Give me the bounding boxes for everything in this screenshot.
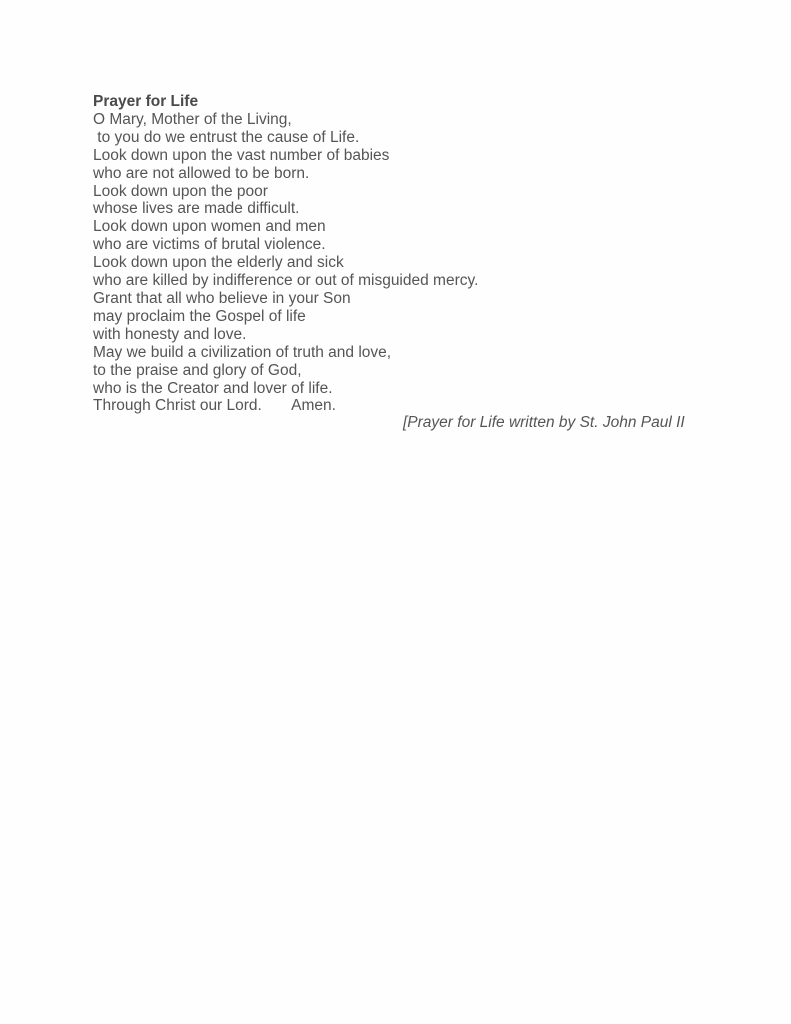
prayer-line: May we build a civilization of truth and love, [93, 343, 392, 361]
prayer-line: Through Christ our Lord. Amen. [93, 397, 336, 415]
prayer-text-block [93, 93, 733, 415]
prayer-line: who are killed by indifference or out of misguided mercy. [93, 272, 479, 290]
prayer-line: to the praise and glory of God, [93, 361, 302, 379]
prayer-line: O Mary, Mother of the Living, [93, 110, 292, 128]
prayer-line: Look down upon women and men [93, 218, 326, 236]
prayer-line: Look down upon the elderly and sick [93, 254, 344, 272]
prayer-attribution: [Prayer for Life written by St. John Paul II [403, 414, 685, 431]
prayer-line: who is the Creator and lover of life. [93, 379, 333, 397]
prayer-line: Grant that all who believe in your Son [93, 289, 351, 307]
prayer-line: whose lives are made difficult. [93, 200, 300, 218]
prayer-line: with honesty and love. [93, 325, 247, 343]
prayer-line: Look down upon the vast number of babies [93, 146, 390, 164]
prayer-line: who are victims of brutal violence. [93, 236, 326, 254]
prayer-line: may proclaim the Gospel of life [93, 307, 306, 325]
prayer-title: Prayer for Life [93, 93, 199, 110]
prayer-line: Look down upon the poor [93, 182, 268, 200]
prayer-line: to you do we entrust the cause of Life. [93, 128, 360, 146]
prayer-line: who are not allowed to be born. [93, 164, 310, 182]
